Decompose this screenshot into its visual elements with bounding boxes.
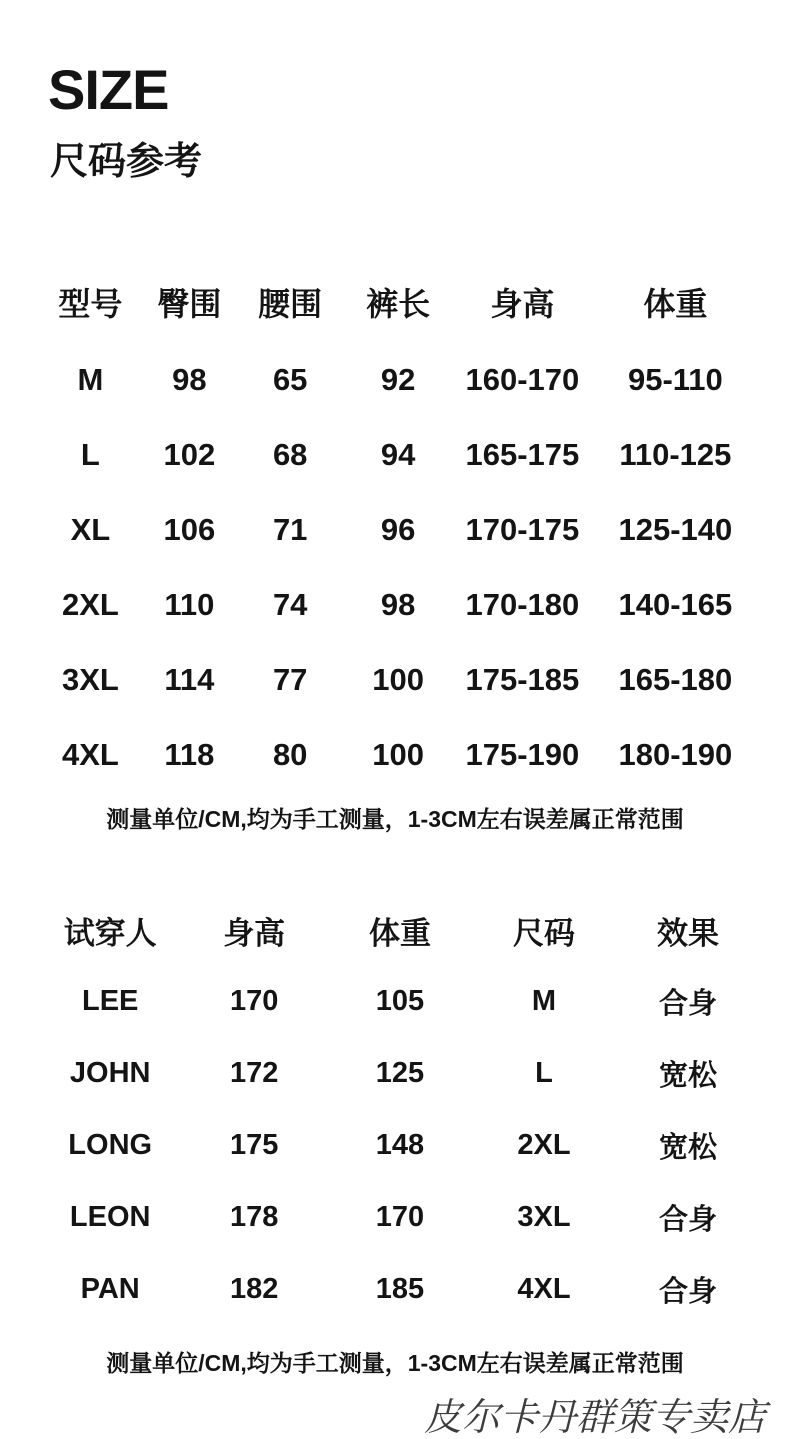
table-cell: 175-190 — [465, 736, 580, 772]
table-cell: 3XL — [517, 1200, 571, 1233]
table-cell: 118 — [164, 736, 215, 772]
table-cell: 80 — [272, 736, 308, 772]
table-row — [40, 567, 760, 642]
table-cell: 宽松 — [658, 1131, 717, 1164]
table-cell: LONG — [68, 1128, 153, 1161]
table-cell: PAN — [80, 1272, 140, 1305]
column-header: 体重 — [643, 286, 708, 322]
header-row — [40, 262, 760, 342]
table-row — [40, 1181, 760, 1253]
table-cell: 170 — [375, 1200, 425, 1233]
table-cell: 170 — [229, 984, 279, 1017]
fit-report-table — [40, 895, 760, 1325]
table-row — [40, 717, 760, 792]
page-title: SIZE — [48, 58, 169, 121]
column-header: 试穿人 — [63, 915, 157, 951]
table-cell: 114 — [164, 661, 215, 697]
table-cell: 102 — [163, 436, 216, 472]
table-cell: 125 — [375, 1056, 425, 1089]
column-header: 臀围 — [157, 286, 222, 322]
table-cell: 175-185 — [465, 661, 580, 697]
table-cell: M — [77, 361, 104, 397]
column-header: 身高 — [223, 915, 286, 951]
table-cell: 170-180 — [465, 586, 580, 622]
table-row — [40, 492, 760, 567]
table-row — [40, 342, 760, 417]
table-cell: 68 — [272, 436, 308, 472]
table-cell: LEON — [69, 1200, 151, 1233]
column-header: 型号 — [58, 286, 123, 322]
table-cell: 140-165 — [618, 586, 733, 622]
table-cell: 160-170 — [465, 361, 580, 397]
table-cell: 合身 — [658, 1275, 717, 1308]
table-cell: 合身 — [658, 1203, 717, 1236]
table-cell: L — [80, 436, 100, 472]
table-cell: 77 — [272, 661, 308, 697]
table-cell: 105 — [375, 984, 425, 1017]
table-cell: 98 — [172, 361, 207, 397]
table-cell: 宽松 — [658, 1059, 717, 1092]
column-header: 腰围 — [258, 286, 323, 322]
table-cell: 110-125 — [619, 436, 732, 472]
column-header: 效果 — [656, 915, 719, 951]
table-row — [40, 1109, 760, 1181]
table-cell: 4XL — [61, 736, 119, 772]
table-cell: 172 — [229, 1056, 279, 1089]
column-header: 体重 — [368, 915, 431, 951]
table-cell: XL — [70, 511, 111, 547]
table-cell: 175 — [229, 1128, 279, 1161]
table-cell: 94 — [380, 436, 416, 472]
table-cell: 185 — [375, 1272, 425, 1305]
table-cell: 74 — [272, 586, 308, 622]
table-cell: 95-110 — [627, 361, 723, 397]
table-cell: L — [535, 1056, 553, 1089]
table-cell: 170-175 — [465, 511, 580, 547]
table-cell: 180-190 — [618, 736, 733, 772]
table-cell: 100 — [372, 736, 425, 772]
table-cell: 96 — [380, 511, 416, 547]
page-subtitle: 尺码参考 — [50, 141, 203, 183]
table-cell: 65 — [272, 361, 308, 397]
table-cell: 178 — [229, 1200, 279, 1233]
column-header: 裤长 — [366, 286, 431, 322]
table-cell: 125-140 — [618, 511, 733, 547]
table-cell: 3XL — [61, 661, 119, 697]
table-row — [40, 417, 760, 492]
table-cell: 100 — [372, 661, 425, 697]
header-row — [40, 895, 760, 965]
store-name-watermark: 皮尔卡丹群策专卖店 — [423, 1395, 766, 1439]
table-row — [40, 642, 760, 717]
table-row — [40, 1037, 760, 1109]
table-cell: 4XL — [517, 1272, 571, 1305]
table-cell: 106 — [163, 511, 216, 547]
table-row — [40, 1253, 760, 1325]
table-row — [40, 965, 760, 1037]
table-cell: 92 — [380, 361, 416, 397]
table-cell: 2XL — [61, 586, 119, 622]
table-cell: 165-175 — [465, 436, 580, 472]
column-header: 尺码 — [512, 915, 575, 951]
table-cell: 110 — [164, 586, 215, 622]
table-cell: 182 — [229, 1272, 279, 1305]
measurement-note: 测量单位/CM,均为手工测量，1-3CM左右误差属正常范围 — [106, 806, 684, 832]
size-measurement-table — [40, 262, 760, 792]
table-cell: 98 — [380, 586, 416, 622]
table-cell: 2XL — [517, 1128, 571, 1161]
table-cell: JOHN — [69, 1056, 151, 1089]
table-cell: LEE — [81, 984, 139, 1017]
table-cell: 165-180 — [618, 661, 733, 697]
table-cell: M — [531, 984, 557, 1017]
column-header: 身高 — [490, 286, 555, 322]
table-cell: 71 — [272, 511, 308, 547]
table-cell: 合身 — [658, 987, 717, 1020]
table-cell: 148 — [375, 1128, 425, 1161]
measurement-note: 测量单位/CM,均为手工测量，1-3CM左右误差属正常范围 — [106, 1350, 684, 1376]
